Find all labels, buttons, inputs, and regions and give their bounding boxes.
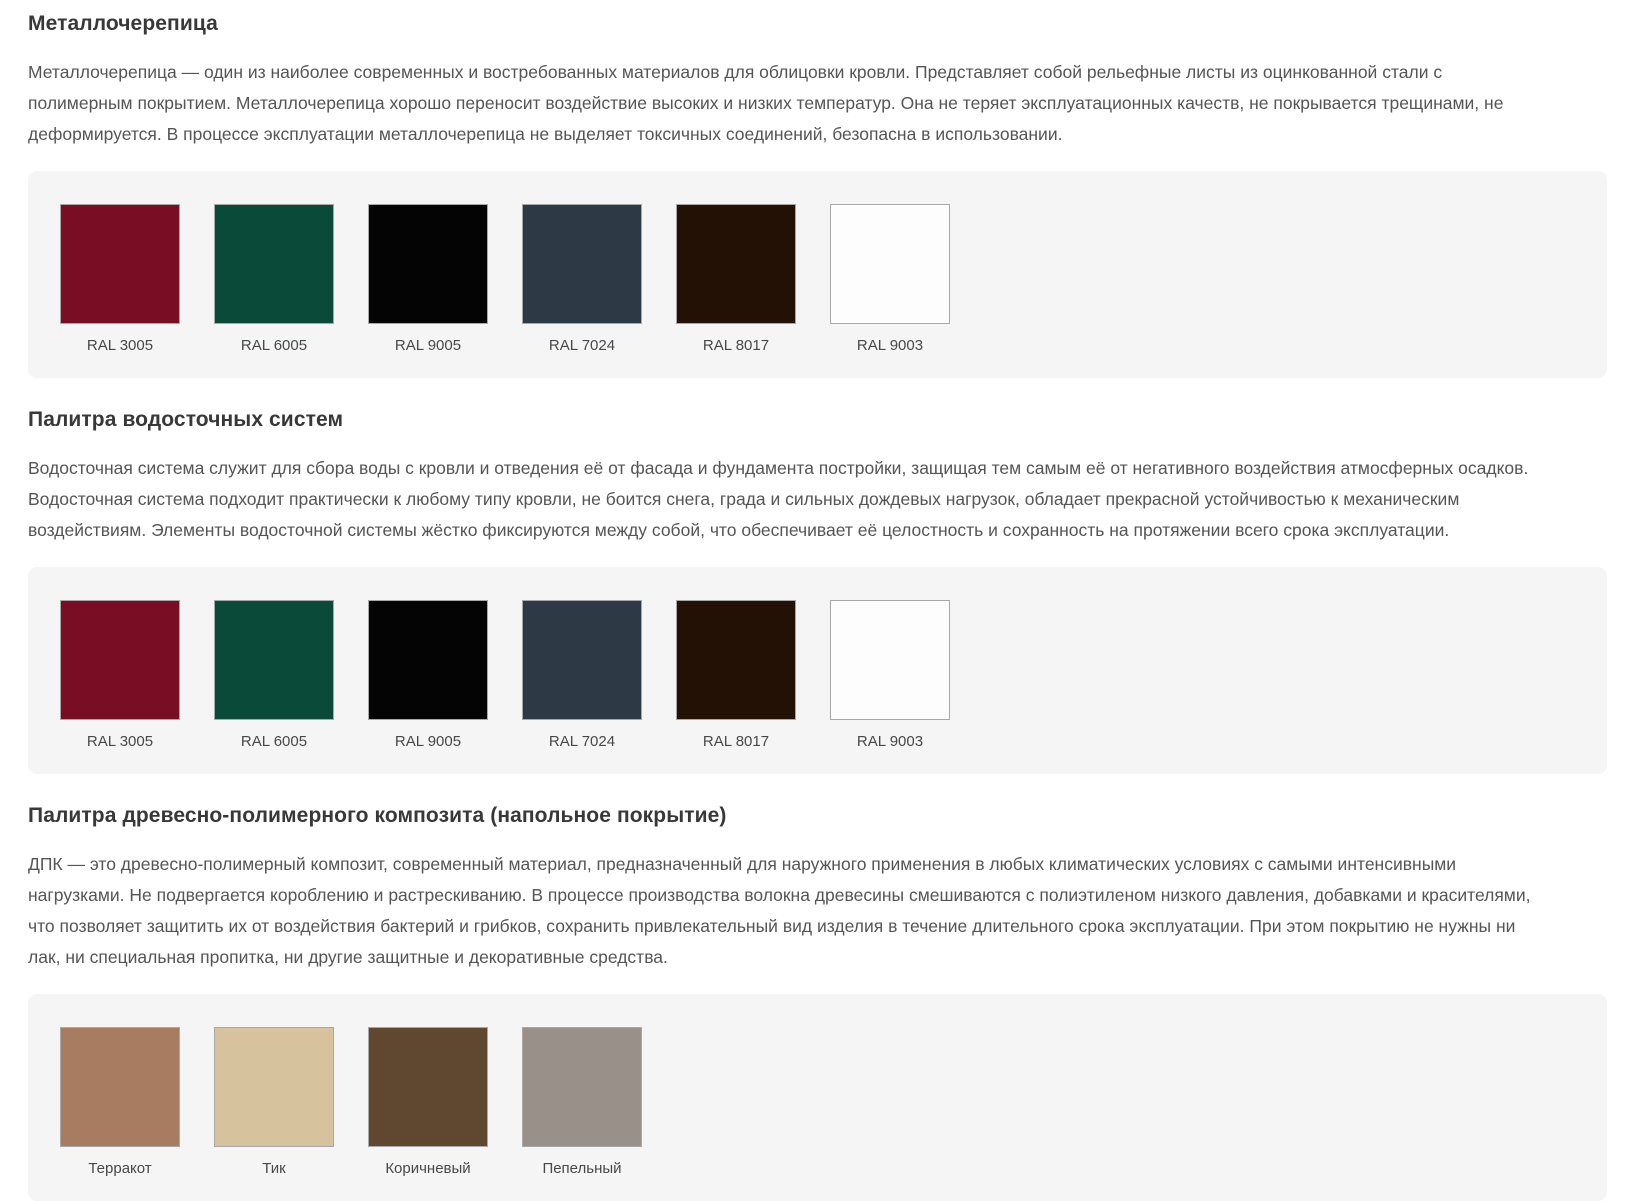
color-chip-ral-9005	[368, 600, 488, 720]
section-description-gutter-systems: Водосточная система служит для сбора воды с кровли и отведения её от фасада и фундамента постройки, защищая тем самым её от негативного воздействия атмосферных осадков. Водосточная система подходит практически к любому типу кровли, не боится снега, града и сильных дождевых нагрузок, обладает прекрасной устойчивостью к механическим воздействиям. Элементы водосточной системы жёстко фиксируются между собой, что обеспечивает её целостность и сохранность на протяжении всего срока эксплуатации.	[28, 458, 1529, 540]
swatch-ral-3005	[60, 600, 180, 750]
swatch-ral-9005	[368, 204, 488, 354]
color-label-ral-3005: RAL 3005	[86, 337, 154, 354]
swatch-ral-7024	[522, 600, 642, 750]
swatch-ral-6005	[214, 204, 334, 354]
section-gutter-systems	[28, 408, 1607, 774]
color-label-ral-9005: RAL 9005	[394, 337, 462, 354]
color-chip-ash	[522, 1027, 642, 1147]
color-label-ral-9003: RAL 9003	[856, 337, 924, 354]
color-chip-ral-6005	[214, 600, 334, 720]
swatch-ral-6005	[214, 600, 334, 750]
color-chip-ral-3005	[60, 600, 180, 720]
color-label-teak: Тик	[262, 1160, 286, 1177]
swatch-ral-8017	[676, 204, 796, 354]
swatch-brown	[368, 1027, 488, 1177]
color-label-ral-7024: RAL 7024	[548, 733, 616, 750]
color-label-ral-3005: RAL 3005	[86, 733, 154, 750]
palette-row	[60, 1027, 1577, 1177]
color-chip-ral-3005	[60, 204, 180, 324]
color-chip-ral-9003	[830, 204, 950, 324]
palette-row	[60, 600, 1577, 750]
color-chip-teak	[214, 1027, 334, 1147]
color-chip-brown	[368, 1027, 488, 1147]
color-chip-ral-7024	[522, 204, 642, 324]
color-label-ral-8017: RAL 8017	[702, 733, 770, 750]
palette-panel-wpc-decking	[28, 994, 1607, 1201]
section-wpc-decking	[28, 804, 1607, 1201]
color-label-ral-9005: RAL 9005	[394, 733, 462, 750]
swatch-ral-9005	[368, 600, 488, 750]
color-chip-ral-8017	[676, 600, 796, 720]
palette-panel-metal-roof-tiles	[28, 171, 1607, 378]
swatch-ral-7024	[522, 204, 642, 354]
section-title-metal-roof-tiles: Металлочерепица	[28, 12, 218, 35]
section-title-wpc-decking: Палитра древесно-полимерного композита (напольное покрытие)	[28, 804, 727, 827]
swatch-ral-9003	[830, 600, 950, 750]
color-label-ral-7024: RAL 7024	[548, 337, 616, 354]
color-chip-terracotta	[60, 1027, 180, 1147]
section-description-wpc-decking: ДПК — это древесно-полимерный композит, современный материал, предназначенный для наружного применения в любых климатических условиях с самыми интенсивными нагрузками. Не подвергается короблению и растрескиванию. В процессе производства волокна древесины смешиваются с полиэтиленом низкого давления, добавками и красителями, что позволяет защитить их от воздействия бактерий и грибков, сохранить привлекательный вид изделия в течение длительного срока эксплуатации. При этом покрытию не нужны ни лак, ни специальная пропитка, ни другие защитные и декоративные средства.	[28, 854, 1531, 967]
color-chip-ral-9005	[368, 204, 488, 324]
section-title-gutter-systems: Палитра водосточных систем	[28, 408, 344, 431]
color-label-ral-6005: RAL 6005	[240, 733, 308, 750]
swatch-ral-3005	[60, 204, 180, 354]
section-description-metal-roof-tiles: Металлочерепица — один из наиболее современных и востребованных материалов для облицовки кровли. Представляет собой рельефные листы из оцинкованной стали с полимерным покрытием. Металлочерепица хорошо переносит воздействие высоких и низких температур. Она не теряет эксплуатационных качеств, не покрывается трещинами, не деформируется. В процессе эксплуатации металлочерепица не выделяет токсичных соединений, безопасна в использовании.	[28, 62, 1504, 144]
color-chip-ral-9003	[830, 600, 950, 720]
palette-panel-gutter-systems	[28, 567, 1607, 774]
color-label-ash: Пепельный	[542, 1160, 622, 1177]
swatch-terracotta	[60, 1027, 180, 1177]
color-label-ral-9003: RAL 9003	[856, 733, 924, 750]
swatch-ral-9003	[830, 204, 950, 354]
section-metal-roof-tiles	[28, 12, 1607, 378]
palette-row	[60, 204, 1577, 354]
color-label-ral-8017: RAL 8017	[702, 337, 770, 354]
color-chip-ral-7024	[522, 600, 642, 720]
swatch-ral-8017	[676, 600, 796, 750]
swatch-ash	[522, 1027, 642, 1177]
color-chip-ral-6005	[214, 204, 334, 324]
color-chip-ral-8017	[676, 204, 796, 324]
color-label-brown: Коричневый	[385, 1160, 471, 1177]
color-label-terracotta: Терракот	[88, 1160, 152, 1177]
swatch-teak	[214, 1027, 334, 1177]
color-label-ral-6005: RAL 6005	[240, 337, 308, 354]
